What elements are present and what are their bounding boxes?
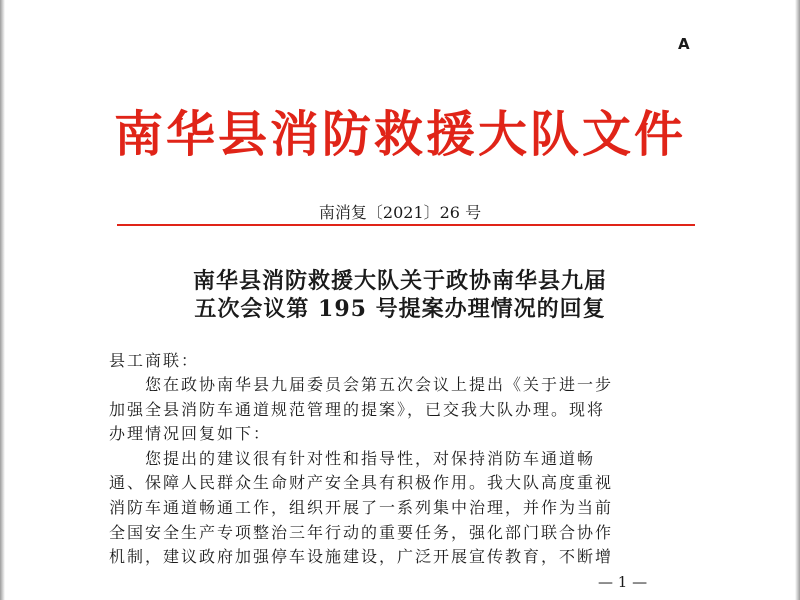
addressee: 县工商联：	[109, 351, 200, 370]
document-header-title: 南华县消防救援大队文件	[113, 105, 686, 163]
page-number: — 1 —	[598, 573, 648, 591]
header-red-rule	[117, 224, 695, 226]
paragraph-2-line: 机制，建议政府加强停车设施建设，广泛开展宣传教育，不断增	[109, 547, 614, 566]
paragraph-2-line: 消防车通道畅通工作，组织开展了一系列集中治理，并作为当前	[109, 498, 614, 517]
paragraph-1-line: 办理情况回复如下：	[109, 424, 272, 443]
document-title-line-1: 南华县消防救援大队关于政协南华县九届	[192, 268, 607, 294]
paragraph-2-line: 全国安全生产专项整治三年行动的重要任务，强化部门联合协作	[109, 523, 614, 542]
paragraph-2-line: 通、保障人民群众生命财产安全具有积极作用。我大队高度重视	[109, 473, 614, 492]
page-mark: A	[678, 35, 690, 53]
paragraph-1-line: 加强全县消防车通道规范管理的提案》，已交我大队办理。现将	[109, 400, 606, 419]
paragraph-2-line: 您提出的建议很有针对性和指导性，对保持消防车通道畅	[145, 449, 596, 468]
paragraph-1-line: 您在政协南华县九届委员会第五次会议上提出《关于进一步	[145, 375, 614, 394]
document-title-line-2: 五次会议第 195 号提案办理情况的回复	[194, 296, 606, 322]
document-number: 南消复〔2021〕26 号	[318, 203, 482, 222]
